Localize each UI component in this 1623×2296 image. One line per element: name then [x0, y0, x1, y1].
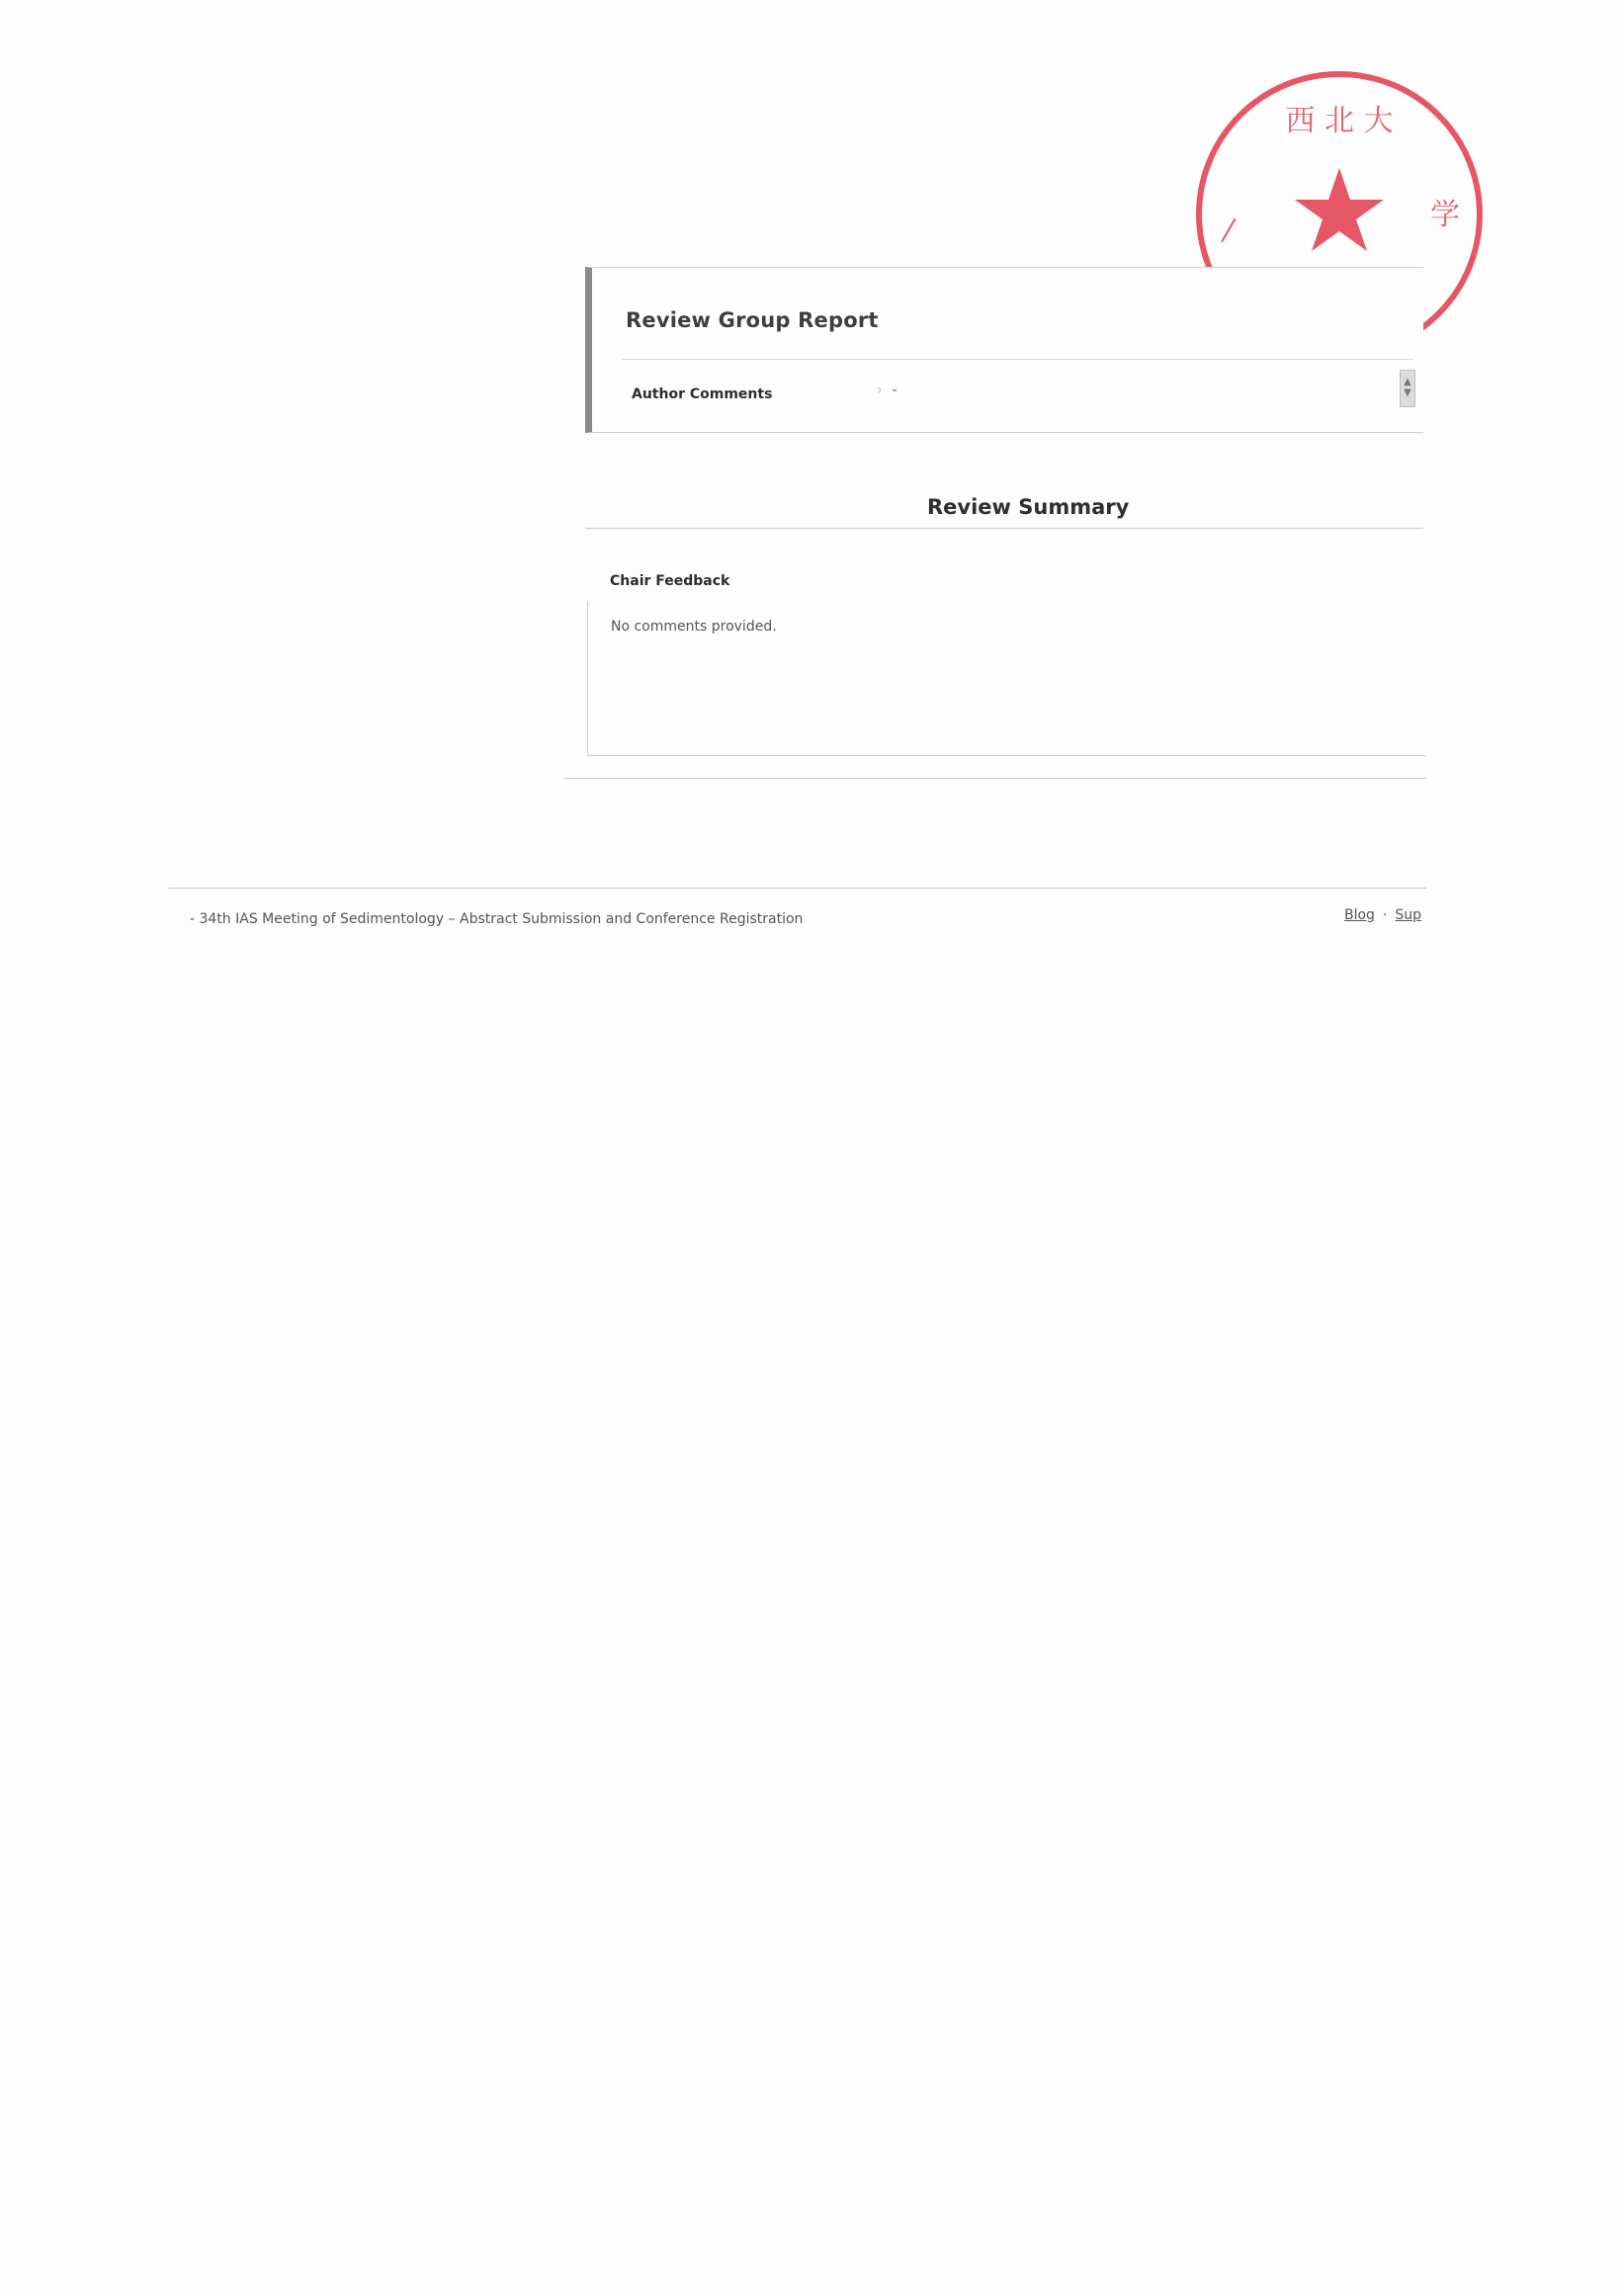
expand-toggle-icon[interactable]: ▲ ▼ — [1400, 370, 1415, 407]
divider — [585, 528, 1423, 529]
chair-feedback-label: Chair Feedback — [610, 573, 730, 589]
svg-text:西 北 大: 西 北 大 — [1285, 104, 1394, 138]
chair-feedback-box — [587, 601, 1425, 756]
author-comments-label: Author Comments — [632, 386, 773, 402]
author-comments-value — [877, 383, 897, 398]
footer-divider — [168, 888, 1426, 889]
chair-feedback-text: No comments provided. — [611, 619, 777, 635]
footer-links — [1344, 907, 1421, 923]
svg-text:学: 学 — [1430, 198, 1460, 232]
review-summary-title: Review Summary — [927, 495, 1130, 519]
review-group-report-card — [585, 267, 1423, 433]
divider — [622, 359, 1413, 360]
svg-text:—: — — [1205, 208, 1250, 251]
footer-link-support[interactable]: Sup — [1395, 907, 1422, 923]
author-comments-text: - — [892, 383, 897, 398]
footer-link-blog[interactable]: Blog — [1344, 907, 1375, 923]
author-comments-marker: › — [877, 383, 883, 398]
review-group-report-title: Review Group Report — [626, 308, 879, 332]
footer-text: - 34th IAS Meeting of Sedimentology – Abstract Submission and Conference Registration — [190, 911, 804, 927]
footer-link-separator: · — [1382, 907, 1388, 923]
divider — [564, 778, 1426, 779]
